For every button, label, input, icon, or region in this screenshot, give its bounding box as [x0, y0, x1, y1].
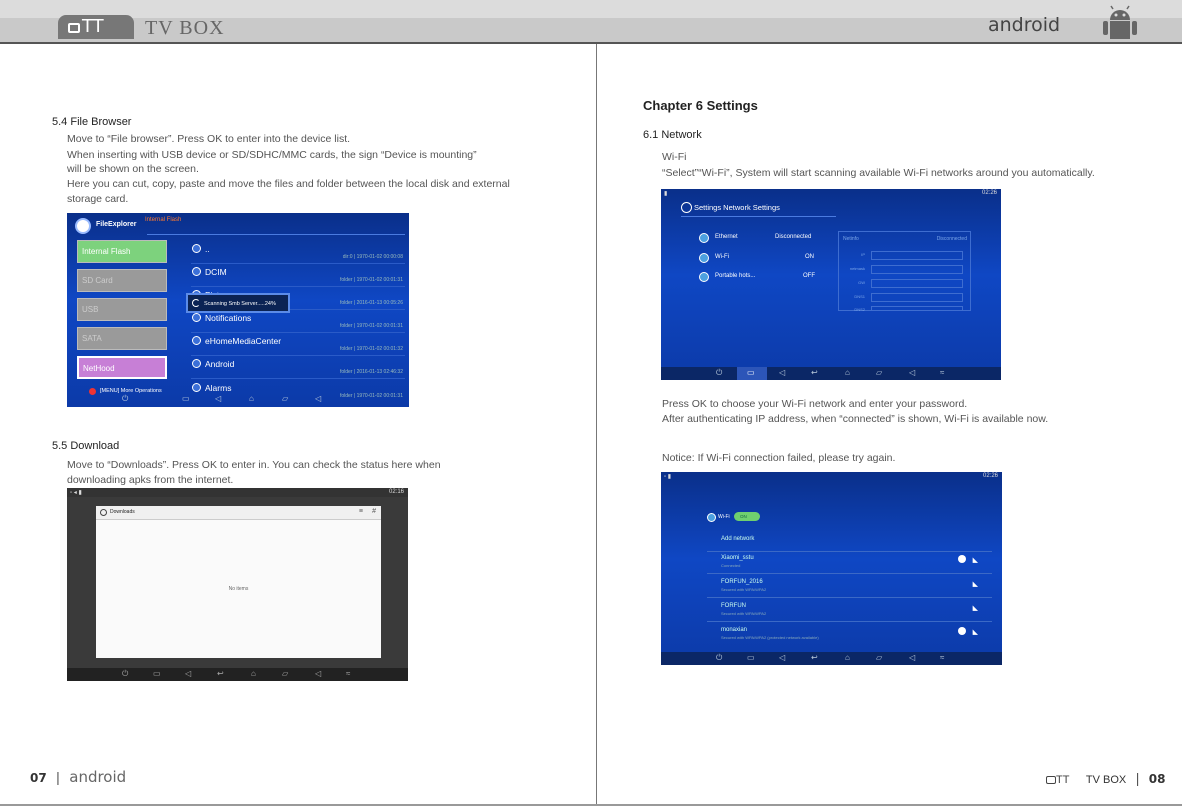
page-divider: [596, 44, 597, 806]
ott-logo-text: TT: [82, 16, 104, 37]
info-icon[interactable]: [958, 555, 966, 563]
footer-android-wordmark: android: [69, 768, 127, 786]
status-time: 02:16: [388, 489, 404, 495]
downloads-window: [96, 506, 381, 658]
dns2-label: DNS2: [854, 307, 865, 312]
settings-icon[interactable]: ▭: [747, 653, 755, 662]
network-name: FORFUN: [721, 603, 746, 609]
file-row[interactable]: [191, 357, 405, 379]
usb-button[interactable]: [77, 298, 167, 321]
file-row[interactable]: [191, 334, 405, 356]
file-row[interactable]: [191, 311, 405, 333]
para-2: After authenticating IP address, when “connected” is shown, Wi-Fi is available now.: [662, 413, 1049, 425]
dns1-label: DNS1: [854, 294, 865, 299]
ip-label: IP: [861, 252, 865, 257]
network-settings-screenshot: [661, 189, 1001, 380]
ethernet-icon: [699, 233, 709, 243]
s54-line-5: storage card.: [67, 193, 129, 205]
folder-icon: [192, 244, 201, 253]
s54-line-2: When inserting with USB device or SD/SDHC/MMC cards, the sign “Device is mounting”: [67, 149, 477, 161]
folder-icon: [192, 359, 201, 368]
downloads-navbar: [67, 668, 408, 681]
footer-separator: |: [1135, 770, 1140, 786]
gateway-label: GW: [858, 280, 865, 285]
tvbox-logo: TV BOX: [145, 17, 225, 39]
notice-text: Notice: If Wi-Fi connection failed, please try again.: [662, 452, 896, 464]
network-name: Xiaomi_sstu: [721, 555, 754, 561]
file-meta: dir:0 | 1970-01-02 00:00:08: [342, 254, 403, 260]
info-icon[interactable]: [958, 627, 966, 635]
menu-icon[interactable]: ≈: [940, 653, 945, 662]
settings-icon[interactable]: ▭: [182, 394, 190, 403]
nethood-label: NetHood: [83, 364, 115, 373]
footer-ott-text: TT: [1056, 774, 1070, 786]
grid-view-icon[interactable]: #: [372, 508, 376, 515]
s55-line-1: Move to “Downloads”. Press OK to enter in. You can check the status here when: [67, 459, 441, 471]
network-status: Secured with WPA/WPA2: [721, 587, 767, 592]
title-divider: [681, 216, 836, 217]
section-6-1-heading: 6.1 Network: [643, 129, 702, 141]
file-meta: folder | 2016-01-13 00:05:26: [339, 300, 403, 306]
wifi-header-label: Wi-Fi: [718, 514, 730, 520]
internal-flash-label: Internal Flash: [82, 247, 131, 256]
wifi-navbar: [661, 652, 1002, 665]
status-bar: [661, 472, 1002, 481]
file-explorer-title: FileExplorer: [96, 221, 137, 228]
add-network-item[interactable]: [707, 530, 992, 552]
section-5-5-heading: 5.5 Download: [52, 440, 120, 452]
status-icons: ▮: [664, 191, 668, 197]
fe-navbar: [67, 394, 409, 407]
network-navbar: [661, 367, 1001, 380]
ethernet-label: Ethernet: [715, 234, 738, 240]
footer-separator: |: [56, 769, 60, 785]
s61-line: “Select”“Wi-Fi”, System will start scanning available Wi-Fi networks around you automatically.: [662, 167, 1095, 179]
dns2-field[interactable]: [871, 306, 963, 310]
ethernet-item[interactable]: [699, 233, 817, 247]
settings-icon[interactable]: ▭: [747, 368, 755, 377]
footer-tvbox: TV BOX: [1085, 774, 1127, 786]
dns1-field[interactable]: [871, 293, 963, 302]
wifi-icon: [699, 253, 709, 263]
sata-button[interactable]: [77, 327, 167, 350]
scanning-dialog: [186, 293, 290, 313]
home-icon[interactable]: ⌂: [845, 653, 850, 662]
wifi-network-row[interactable]: [707, 600, 992, 622]
home-icon[interactable]: ⌂: [251, 669, 256, 678]
wifi-signal-icon: ◣: [972, 557, 978, 564]
volume-down-icon[interactable]: ◁: [779, 653, 786, 662]
sata-label: SATA: [82, 334, 102, 343]
folder-icon: [192, 336, 201, 345]
power-icon[interactable]: ⏻: [122, 394, 129, 403]
netinfo-panel: [838, 231, 971, 311]
file-meta: folder | 1970-01-02 00:01:31: [339, 277, 403, 283]
recent-apps-icon[interactable]: ▱: [282, 669, 289, 678]
empty-message: No items: [228, 586, 249, 592]
netmask-field[interactable]: [871, 265, 963, 274]
network-status: Secured with WPA/WPA2: [721, 611, 767, 616]
status-time: 02:26: [982, 473, 998, 479]
status-icons: ▫ ▮: [664, 474, 672, 480]
page-header: [0, 0, 1182, 44]
sd-card-label: SD Card: [82, 276, 113, 285]
home-icon[interactable]: ⌂: [845, 368, 850, 377]
netinfo-title: Netinfo: [843, 236, 859, 242]
volume-up-icon[interactable]: ◁: [315, 394, 322, 403]
volume-up-icon[interactable]: ◁: [909, 653, 916, 662]
downloads-title: Downloads: [110, 509, 135, 515]
volume-down-icon[interactable]: ◁: [185, 669, 192, 678]
nethood-button[interactable]: [77, 356, 167, 379]
folder-icon: [192, 313, 201, 322]
s55-line-2: downloading apks from the internet.: [67, 474, 234, 486]
back-icon[interactable]: ↩: [811, 653, 818, 662]
wifi-signal-icon: ◣: [972, 581, 978, 588]
wifi-network-row[interactable]: [707, 576, 992, 598]
settings-gear-icon: [681, 202, 692, 213]
ott-logo-icon: [68, 23, 80, 33]
menu-icon[interactable]: ≈: [940, 368, 945, 377]
right-page-footer: [1046, 770, 1166, 788]
network-settings-title: Settings Network Settings: [694, 203, 780, 212]
sd-card-button[interactable]: [77, 269, 167, 292]
file-meta: folder | 1970-01-02 00:01:32: [339, 346, 403, 352]
title-divider: [147, 234, 405, 235]
right-page-number: 08: [1148, 772, 1166, 786]
wifi-network-row[interactable]: [707, 624, 992, 646]
file-name: eHomeMediaCenter: [205, 336, 282, 346]
file-name: Alarms: [205, 383, 232, 393]
network-status: Secured with WPA/WPA2 (protected network available): [721, 635, 819, 640]
s54-line-1: Move to “File browser”. Press OK to enter into the device list.: [67, 133, 351, 145]
android-robot-icon: [1100, 4, 1140, 42]
file-name: Notifications: [205, 313, 252, 323]
status-time: 02:26: [981, 190, 997, 196]
chapter-6-heading: Chapter 6 Settings: [643, 98, 758, 113]
recent-apps-icon[interactable]: ▱: [876, 368, 883, 377]
recent-apps-icon[interactable]: ▱: [282, 394, 289, 403]
status-bar: [661, 189, 1001, 198]
s54-line-4: Here you can cut, copy, paste and move the files and folder between the local disk and external: [67, 178, 510, 190]
wifi-list-screenshot: [661, 472, 1002, 665]
wifi-signal-icon: ◣: [972, 605, 978, 612]
ott-logo: [58, 15, 134, 39]
back-icon[interactable]: ↩: [217, 669, 224, 678]
scanning-text: Scanning Smb Server.....24%: [204, 301, 276, 307]
volume-up-icon[interactable]: ◁: [315, 669, 322, 678]
wifi-header-icon: [707, 513, 716, 522]
network-status: Connected: [721, 563, 741, 568]
volume-down-icon[interactable]: ◁: [215, 394, 222, 403]
wifi-subheading: Wi-Fi: [662, 151, 687, 163]
download-icon: [100, 509, 107, 516]
ethernet-status: Disconnected: [775, 234, 812, 240]
para-1: Press OK to choose your Wi-Fi network and enter your password.: [662, 398, 968, 410]
footer-ott-icon: [1046, 776, 1056, 784]
status-bar: [67, 488, 408, 497]
status-icons: ▫ ◂ ▮: [70, 490, 82, 496]
file-name: ..: [205, 244, 210, 254]
netmask-label: netmask: [849, 266, 865, 271]
current-location: Internal Flash: [145, 217, 182, 223]
portable-hotspot-item[interactable]: [699, 272, 817, 286]
section-5-4-heading: 5.4 File Browser: [52, 116, 132, 128]
sort-icon[interactable]: ≡: [358, 508, 363, 515]
left-page-number: 07: [30, 771, 47, 785]
file-meta: folder | 2016-01-13 02:46:32: [339, 369, 403, 375]
wifi-status: ON: [805, 254, 814, 260]
android-wordmark: android: [988, 14, 1061, 36]
menu-icon[interactable]: ≈: [346, 669, 351, 678]
wifi-signal-icon: ◣: [972, 629, 978, 636]
spinner-icon: [192, 299, 200, 307]
gateway-field[interactable]: [871, 279, 963, 288]
wifi-network-row[interactable]: [707, 552, 992, 574]
wifi-item[interactable]: [699, 253, 817, 267]
file-row[interactable]: [191, 242, 405, 264]
network-name: monaxian: [721, 627, 748, 633]
power-icon[interactable]: ⏻: [716, 653, 723, 662]
home-icon[interactable]: ⌂: [249, 394, 254, 403]
ip-field[interactable]: [871, 251, 963, 260]
volume-down-icon[interactable]: ◁: [779, 368, 786, 377]
hotspot-label: Portable hots...: [715, 273, 756, 279]
internal-flash-button[interactable]: [77, 240, 167, 263]
network-name: FORFUN_2016: [721, 579, 763, 585]
file-meta: folder | 1970-01-02 00:01:31: [339, 323, 403, 329]
wifi-toggle-label: ON: [740, 514, 747, 519]
power-icon[interactable]: ⏻: [716, 368, 723, 377]
left-page-footer: [30, 768, 126, 787]
recent-apps-icon[interactable]: ▱: [876, 653, 883, 662]
hotspot-icon: [699, 272, 709, 282]
file-explorer-screenshot: [67, 213, 409, 407]
netinfo-status: Disconnected: [936, 236, 967, 242]
file-meta: folder | 1970-01-02 00:01:31: [339, 393, 403, 399]
folder-icon: [192, 383, 201, 392]
file-explorer-logo-icon: [75, 218, 91, 234]
file-name: Android: [205, 359, 235, 369]
s54-line-3: will be shown on the screen.: [67, 163, 199, 175]
downloads-toolbar: [96, 506, 381, 520]
hotspot-status: OFF: [803, 273, 815, 279]
volume-up-icon[interactable]: ◁: [909, 368, 916, 377]
file-name: DCIM: [205, 267, 227, 277]
wifi-label: Wi-Fi: [715, 254, 729, 260]
folder-icon: [192, 267, 201, 276]
menu-hint: [MENU] More Operations: [100, 388, 162, 394]
back-icon[interactable]: ↩: [811, 368, 818, 377]
power-icon[interactable]: ⏻: [122, 669, 129, 678]
settings-icon[interactable]: ▭: [153, 669, 161, 678]
downloads-screenshot: [67, 488, 408, 681]
wifi-toggle[interactable]: [734, 512, 760, 521]
file-row[interactable]: [191, 265, 405, 287]
add-network-label: Add network: [721, 536, 755, 542]
usb-label: USB: [82, 305, 99, 314]
